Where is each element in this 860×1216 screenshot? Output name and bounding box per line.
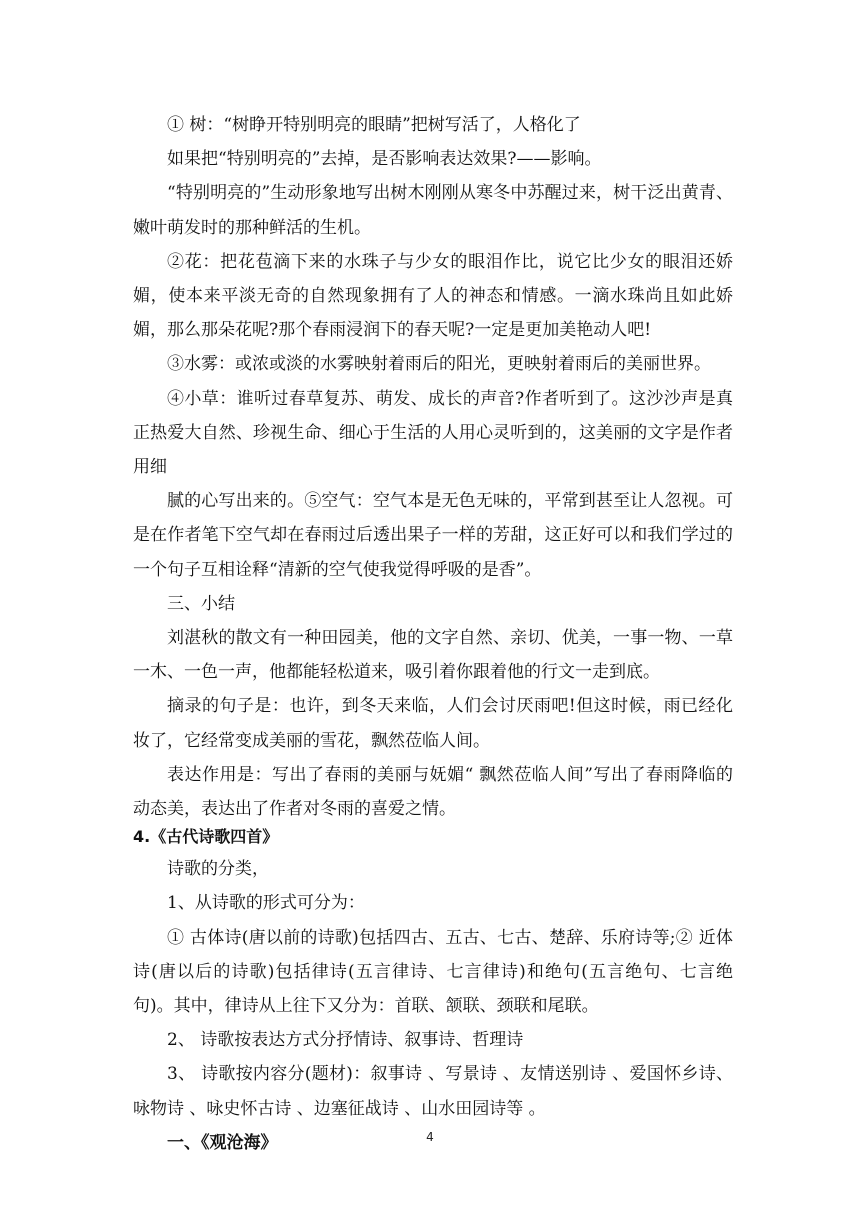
paragraph: 刘湛秋的散文有一种田园美，他的文字自然、亲切、优美，一事一物、一草一木、一色一声，他都能轻松道来，吸引着你跟着他的行文一走到底。 [133, 628, 733, 683]
paragraph: 如果把“特别明亮的”去掉，是否影响表达效果?——影响。 [167, 149, 602, 170]
paragraph: ②花：把花苞滴下来的水珠子与少女的眼泪作比，说它比少女的眼泪还娇媚，使本来平淡无奇的自然现象拥有了人的神态和情感。一滴水珠尚且如此娇媚，那么那朵花呢?那个春雨浸润下的春天呢?一定是更加美艳动人吧! [133, 251, 733, 341]
paragraph: ③水雾：或浓或淡的水雾映射着雨后的阳光，更映射着雨后的美丽世界。 [167, 354, 711, 375]
poem-subheading: 一、《观沧海》 [167, 1132, 278, 1153]
paragraph: 3、 诗歌按内容分(题材)：叙事诗 、写景诗 、友情送别诗 、爱国怀乡诗、咏物诗 、咏史怀古诗 、边塞征战诗 、山水田园诗等 。 [133, 1064, 733, 1119]
paragraph: 诗歌的分类， [167, 859, 269, 880]
paragraph: ① 树：“树睁开特别明亮的眼睛”把树写活了，人格化了 [167, 115, 581, 135]
paragraph: 腻的心写出来的。⑤空气：空气本是无色无味的，平常到甚至让人忽视。可是在作者笔下空气却在春雨过后透出果子一样的芳甜，这正好可以和我们学过的一个句子互相诠释“清新的空气使我觉得呼吸的是香”。 [133, 491, 733, 580]
paragraph: 表达作用是：写出了春雨的美丽与妩媚“ 飘然莅临人间”写出了春雨降临的动态美，表达出了作者对冬雨的喜爱之情。 [133, 764, 733, 820]
paragraph: ① 古体诗(唐以前的诗歌)包括四古、五古、七古、楚辞、乐府诗等;② 近体诗(唐以后的诗歌)包括律诗(五言律诗、七言律诗)和绝句(五言绝句、七言绝句)。其中，律诗从上往下又分为：首联、颔联、颈联和尾联。 [133, 927, 733, 1017]
page-number: 4 [426, 1130, 434, 1144]
paragraph: “特别明亮的”生动形象地写出树木刚刚从寒冬中苏醒过来，树干泛出黄青、嫩叶萌发时的那种鲜活的生机。 [133, 183, 733, 238]
paragraph: 2、 诗歌按表达方式分抒情诗、叙事诗、哲理诗 [167, 1030, 524, 1051]
paragraph: 摘录的句子是：也许，到冬天来临，人们会讨厌雨吧!但这时候，雨已经化妆了，它经常变成美丽的雪花，飘然莅临人间。 [133, 696, 733, 751]
page-content [133, 108, 733, 1160]
paragraph: 1、从诗歌的形式可分为： [167, 893, 365, 914]
section-subtitle: 三、小结 [167, 593, 235, 614]
section-heading: 4.《古代诗歌四首》 [133, 827, 279, 847]
paragraph: ④小草：谁听过春草复苏、萌发、成长的声音?作者听到了。这沙沙声是真正热爱大自然、珍视生命、细心于生活的人用心灵听到的，这美丽的文字是作者用细 [133, 388, 733, 478]
